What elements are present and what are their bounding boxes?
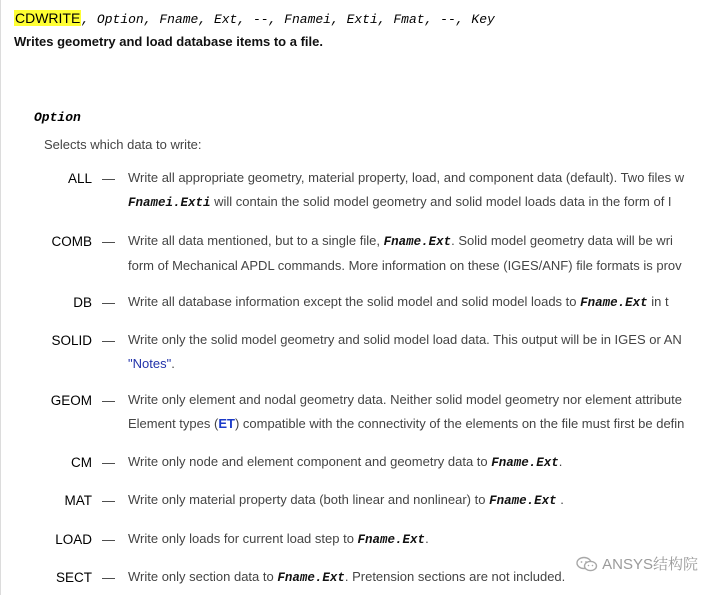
option-dash: — [102,333,115,348]
command-name: CDWRITE [15,10,81,26]
option-key: SECT [55,570,92,585]
option-key: COMB [51,234,92,249]
option-description [128,166,720,215]
watermark [576,553,698,574]
code-term: Fname.Ext [277,571,345,585]
option-dash: — [102,393,115,408]
description-line: Write all database information except the solid model and solid model loads to Fname.Ext in t [128,294,669,310]
option-description [128,488,720,513]
notes-link[interactable]: "Notes" [128,356,172,371]
code-term: Fname.Ext [580,296,648,310]
description-line: Write only material property data (both linear and nonlinear) to Fname.Ext . [128,492,564,508]
description-line: Write only element and nodal geometry data. Neither solid model geometry nor element attribute [128,392,682,407]
option-key: LOAD [55,532,92,547]
option-heading: Option [34,110,81,125]
option-dash: — [102,171,115,186]
description-line: Write only section data to Fname.Ext. Pretension sections are not included. [128,569,566,585]
description-line: Write all data mentioned, but to a single file, Fname.Ext. Solid model geometry data will be wri [128,233,673,249]
option-description [128,229,720,278]
option-key: SOLID [51,333,92,348]
code-term: Fname.Ext [357,533,426,547]
command-arguments: , Option, Fname, Ext, --, Fnamei, Exti, Fmat, --, Key [81,12,495,27]
description-line: Write only node and element component and geometry data to Fname.Ext. [128,454,563,470]
description-line: Write all appropriate geometry, material property, load, and component data (default). Two files w [128,170,685,185]
option-description [128,290,720,315]
et-link[interactable]: ET [218,416,235,431]
option-key: CM [71,455,92,470]
option-dash: — [102,532,115,547]
option-description [128,450,720,475]
option-dash: — [102,570,115,585]
option-key: MAT [64,493,92,508]
code-term: Fname.Ext [489,494,557,508]
description-line: Fnamei.Exti will contain the solid model geometry and solid model loads data in the form of I [128,194,672,210]
option-description [128,328,720,376]
command-signature [14,10,495,27]
option-description [128,388,720,436]
option-subtitle: Selects which data to write: [44,137,202,152]
option-description [128,527,720,552]
option-key: DB [73,295,92,310]
description-line: Write only loads for current load step to Fname.Ext. [128,531,429,547]
watermark-text: ANSYS结构院 [602,556,698,573]
wechat-icon [576,556,598,572]
option-dash: — [102,234,115,249]
command-description: Writes geometry and load database items to a file. [14,34,323,49]
option-dash: — [102,455,115,470]
option-key: ALL [67,171,92,186]
description-line: form of Mechanical APDL commands. More information on these (IGES/ANF) file formats is prov [128,258,682,273]
option-key: GEOM [50,393,92,408]
option-dash: — [102,493,115,508]
code-term: Fnamei.Exti [128,196,211,210]
description-line: Write only the solid model geometry and solid model load data. This output will be in IGES or AN [128,332,682,347]
description-line: "Notes". [128,356,175,371]
code-term: Fname.Ext [491,456,559,470]
code-term: Fname.Ext [383,235,452,249]
option-dash: — [102,295,115,310]
description-line: Element types (ET) compatible with the connectivity of the elements on the file must first be defin [128,416,685,431]
